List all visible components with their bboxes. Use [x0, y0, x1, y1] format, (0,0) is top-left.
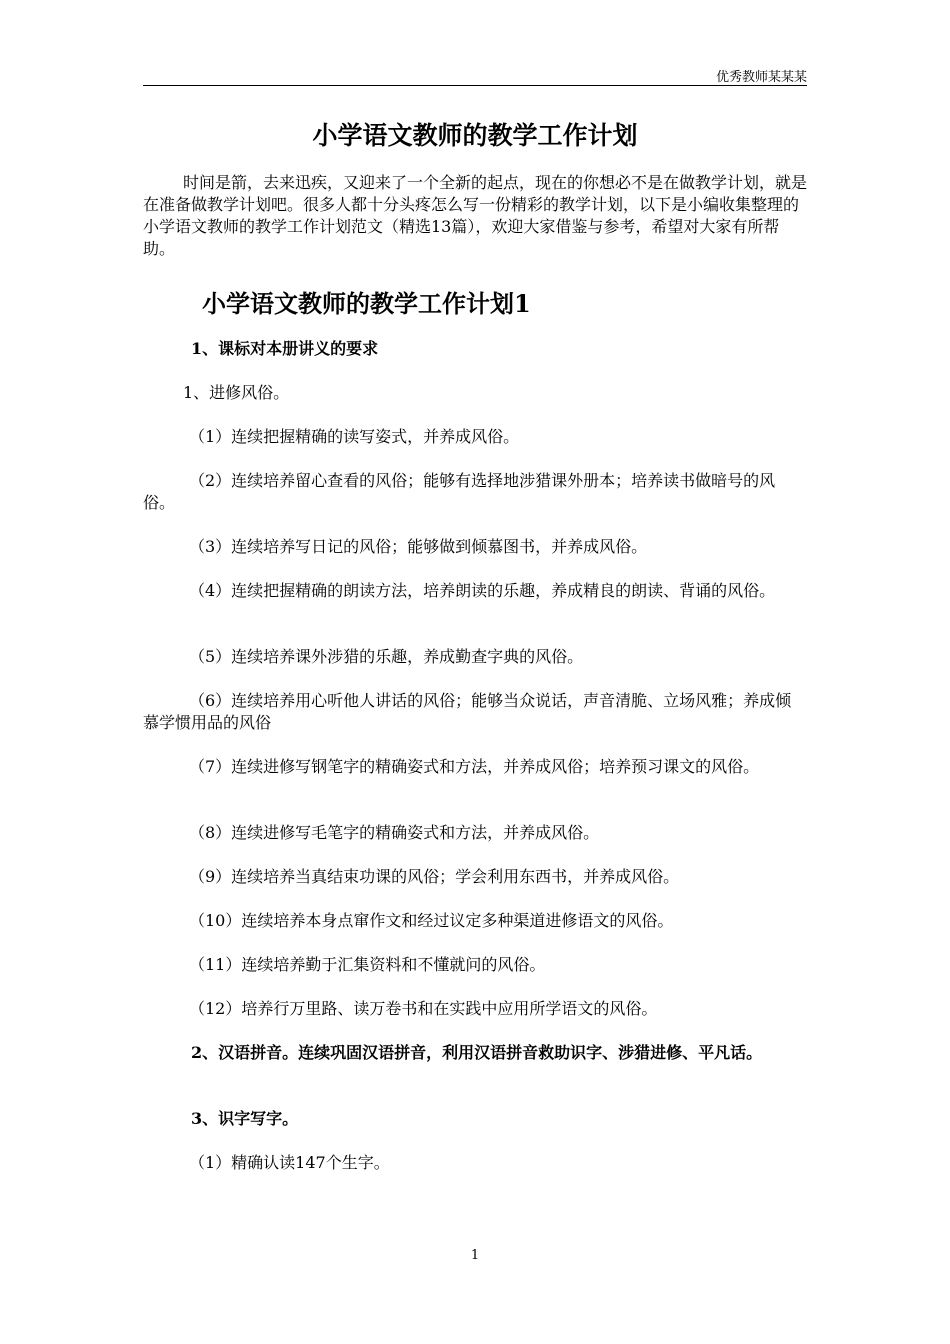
paragraph-bold-heading: 2、汉语拼音。连续巩固汉语拼音，利用汉语拼音救助识字、涉猎进修、平凡话。: [191, 1043, 763, 1062]
paragraph: （6）连续培养用心听他人讲话的风俗；能够当众说话，声音清脆、立场风雅；养成倾慕学惯用品的风俗: [143, 691, 792, 732]
document-title: 小学语文教师的教学工作计划: [312, 121, 638, 150]
paragraph: （10）连续培养本身点窜作文和经过议定多种渠道进修语文的风俗。: [189, 911, 674, 930]
paragraph: （2）连续培养留心查看的风俗；能够有选择地涉猎课外册本；培养读书做暗号的风俗。: [143, 471, 776, 512]
paragraph: （1）精确认读147个生字。: [189, 1153, 390, 1172]
paragraph: （7）连续进修写钢笔字的精确姿式和方法，并养成风俗；培养预习课文的风俗。: [189, 757, 760, 776]
paragraph: （1）连续把握精确的读写姿式，并养成风俗。: [189, 427, 520, 446]
paragraph: 1、进修风俗。: [183, 383, 290, 402]
section-heading: 小学语文教师的教学工作计划1: [202, 289, 531, 318]
paragraph: （8）连续进修写毛笔字的精确姿式和方法，并养成风俗。: [189, 823, 600, 842]
page-header-text: 优秀教师某某某: [715, 70, 807, 85]
paragraph-bold-heading: 3、识字写字。: [191, 1109, 299, 1128]
paragraph: （3）连续培养写日记的风俗；能够做到倾慕图书，并养成风俗。: [189, 537, 648, 556]
intro-paragraph: 时间是箭，去来迅疾，又迎来了一个全新的起点，现在的你想必不是在做教学计划，就是在准备做教学计划吧。很多人都十分头疼怎么写一份精彩的教学计划，以下是小编收集整理的小学语文教师的教学工作计划范文（精选13篇），欢迎大家借鉴与参考，希望对大家有所帮助。: [143, 173, 808, 258]
header-rule: [143, 85, 807, 86]
paragraph: （9）连续培养当真结束功课的风俗；学会利用东西书，并养成风俗。: [189, 867, 680, 886]
paragraph-bold-heading: 1、课标对本册讲义的要求: [191, 339, 379, 358]
paragraph: （5）连续培养课外涉猎的乐趣，养成勤查字典的风俗。: [189, 647, 584, 666]
page-number: 1: [470, 1248, 480, 1263]
paragraph: （12）培养行万里路、读万卷书和在实践中应用所学语文的风俗。: [189, 999, 658, 1018]
paragraph: （11）连续培养勤于汇集资料和不懂就问的风俗。: [189, 955, 546, 974]
paragraph: （4）连续把握精确的朗读方法，培养朗读的乐趣，养成精良的朗读、背诵的风俗。: [189, 581, 776, 600]
